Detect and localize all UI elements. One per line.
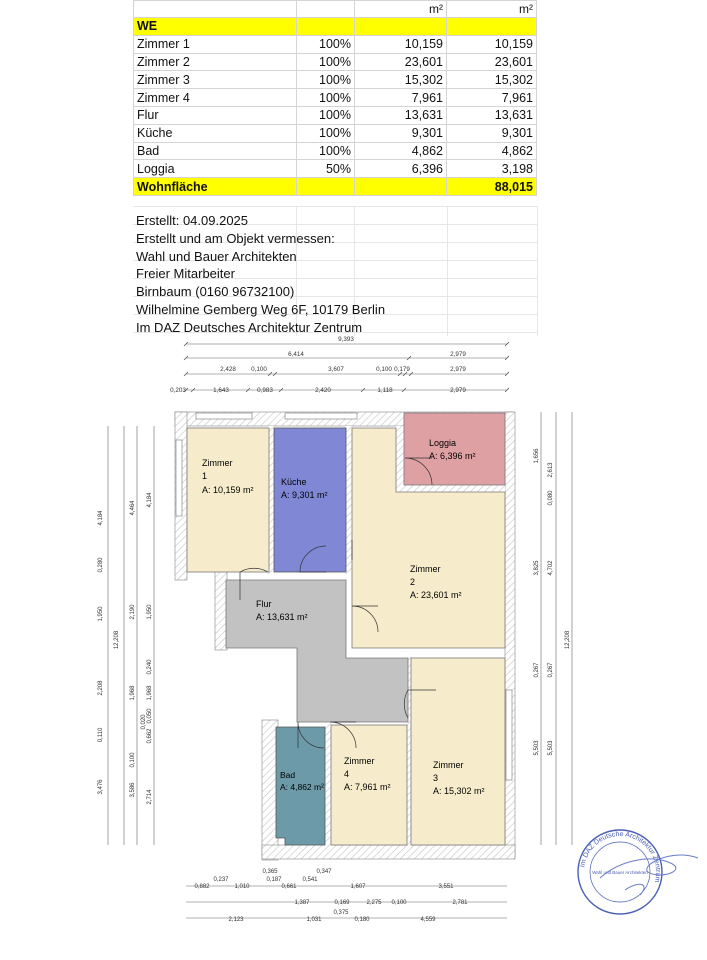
svg-text:0,661: 0,661 — [281, 884, 297, 890]
signature — [600, 855, 698, 895]
svg-text:A: 15,302 m²: A: 15,302 m² — [433, 786, 485, 796]
svg-text:3,551: 3,551 — [438, 884, 454, 890]
dim-top-label: 6,414 — [288, 351, 304, 358]
unit-label: m² — [447, 1, 537, 18]
svg-text:A: 23,601 m²: A: 23,601 m² — [410, 590, 462, 600]
svg-text:A: 6,396 m²: A: 6,396 m² — [429, 451, 476, 461]
svg-text:A: 9,301 m²: A: 9,301 m² — [281, 490, 328, 500]
dim-top-label: 1,118 — [377, 387, 393, 394]
svg-text:1,950: 1,950 — [98, 606, 104, 622]
table-row: Zimmer 4 100% 7,961 7,961 — [134, 89, 537, 107]
svg-text:A: 4,862 m²: A: 4,862 m² — [280, 782, 324, 792]
svg-text:2,190: 2,190 — [130, 604, 136, 620]
svg-text:1,968: 1,968 — [147, 685, 153, 701]
svg-text:0,110: 0,110 — [98, 727, 104, 743]
official-stamp — [578, 830, 662, 914]
location: Im DAZ Deutsches Architektur Zentrum — [136, 319, 363, 335]
measured-note: Erstellt und am Objekt vermessen: — [136, 230, 335, 246]
svg-text:0,100: 0,100 — [391, 900, 407, 906]
total-label: Wohnfläche — [134, 178, 297, 196]
svg-text:0,100: 0,100 — [130, 752, 136, 768]
svg-text:2,714: 2,714 — [147, 789, 153, 805]
table-row: Zimmer 1 100% 10,159 10,159 — [134, 35, 537, 53]
svg-text:0,169: 0,169 — [334, 900, 350, 906]
table-units-row — [134, 1, 537, 18]
table-row: Zimmer 3 100% 15,302 15,302 — [134, 71, 537, 89]
role: Freier Mitarbeiter — [136, 266, 235, 282]
svg-text:0,080: 0,080 — [548, 490, 554, 506]
dimension-top — [170, 336, 509, 394]
office-name: Wahl und Bauer Architekten — [136, 248, 297, 264]
svg-text:0,365: 0,365 — [262, 869, 278, 875]
total-value: 88,015 — [447, 178, 537, 196]
svg-text:2,613: 2,613 — [548, 462, 554, 478]
dim-top-label: 2,979 — [450, 351, 466, 358]
person-contact: Birnbaum (0160 96732100) — [136, 284, 295, 300]
svg-text:3,825: 3,825 — [534, 560, 540, 576]
svg-text:Zimmer: Zimmer — [344, 756, 375, 766]
unit-label: m² — [355, 1, 447, 18]
svg-text:5,503: 5,503 — [548, 740, 554, 756]
svg-text:Zimmer: Zimmer — [202, 458, 233, 468]
svg-text:Bad: Bad — [280, 770, 296, 780]
table-row: Loggia 50% 6,396 3,198 — [134, 160, 537, 178]
svg-text:1,607: 1,607 — [350, 884, 366, 890]
svg-text:1,968: 1,968 — [130, 685, 136, 701]
stamp-text: Im DAZ Deutsche Architektur Zentrum — [579, 830, 662, 884]
svg-text:2,275: 2,275 — [366, 900, 382, 906]
svg-text:Loggia: Loggia — [429, 438, 457, 448]
svg-text:0,267: 0,267 — [548, 662, 554, 678]
table-row: Flur 100% 13,631 13,631 — [134, 106, 537, 124]
svg-text:0,240: 0,240 — [147, 659, 153, 675]
svg-text:A: 7,961 m²: A: 7,961 m² — [344, 782, 391, 792]
svg-text:0,187: 0,187 — [266, 877, 282, 883]
svg-text:0,237: 0,237 — [213, 877, 229, 883]
dim-top-total: 9,393 — [338, 336, 354, 343]
svg-text:2,208: 2,208 — [98, 680, 104, 696]
svg-text:Zimmer: Zimmer — [433, 760, 464, 770]
dimension-left — [98, 426, 154, 845]
svg-text:12,208: 12,208 — [114, 630, 120, 650]
svg-text:0,882: 0,882 — [194, 884, 210, 890]
svg-text:A: 10,159 m²: A: 10,159 m² — [202, 485, 254, 495]
area-table — [133, 0, 537, 196]
room-zimmer-1 — [187, 428, 269, 572]
stamp-inner-text: Wahl und Bauer Architekten — [592, 870, 648, 875]
dim-top-label: 0,983 — [257, 387, 273, 394]
room-bad — [276, 727, 325, 845]
svg-text:12,208: 12,208 — [565, 630, 571, 650]
room-kueche — [274, 428, 346, 572]
dim-top-label: 3,607 — [328, 366, 344, 373]
svg-text:Flur: Flur — [256, 599, 272, 609]
svg-text:1: 1 — [202, 471, 208, 481]
dim-top-label: 2,979 — [450, 387, 466, 394]
table-title: WE — [134, 18, 297, 36]
area-table-wrap — [133, 0, 537, 196]
svg-text:3,586: 3,586 — [130, 782, 136, 798]
svg-text:2,123: 2,123 — [228, 917, 244, 923]
svg-text:4,559: 4,559 — [420, 917, 436, 923]
svg-text:1,656: 1,656 — [534, 448, 540, 464]
svg-text:0,280: 0,280 — [98, 557, 104, 573]
room-loggia — [404, 413, 505, 485]
svg-text:4,184: 4,184 — [147, 492, 153, 508]
svg-text:0,020: 0,020 — [141, 714, 147, 730]
svg-text:4,184: 4,184 — [98, 510, 104, 526]
dim-top-label: 0,100 — [376, 366, 392, 373]
svg-text:2: 2 — [410, 577, 416, 587]
svg-text:4,464: 4,464 — [130, 500, 136, 516]
svg-text:3,476: 3,476 — [98, 779, 104, 795]
dim-top-label: 2,979 — [450, 366, 466, 373]
svg-text:5,503: 5,503 — [534, 740, 540, 756]
address: Wilhelmine Gemberg Weg 6F, 10179 Berlin — [136, 301, 386, 317]
svg-text:4: 4 — [344, 769, 350, 779]
table-title-row — [134, 18, 537, 36]
dimension-right — [534, 412, 572, 845]
table-row: Bad 100% 4,862 4,862 — [134, 142, 537, 160]
svg-text:2,781: 2,781 — [452, 900, 468, 906]
table-total-row — [134, 178, 537, 196]
floor-plan — [0, 330, 707, 960]
svg-text:0,541: 0,541 — [302, 877, 318, 883]
room-zimmer-4 — [331, 725, 407, 845]
dim-top-label: 1,643 — [213, 387, 229, 394]
dimension-bottom — [186, 869, 507, 923]
svg-text:4,702: 4,702 — [548, 560, 554, 576]
created-date: Erstellt: 04.09.2025 — [136, 213, 249, 228]
table-row: Küche 100% 9,301 9,301 — [134, 124, 537, 142]
svg-text:1,010: 1,010 — [234, 884, 250, 890]
svg-text:1,387: 1,387 — [294, 900, 310, 906]
info-block — [136, 212, 385, 337]
dim-top-label: 0,100 — [251, 366, 267, 373]
dim-top-label: 2,420 — [315, 387, 331, 394]
svg-text:3: 3 — [433, 773, 439, 783]
room-zimmer-3 — [411, 658, 505, 845]
svg-text:1,031: 1,031 — [306, 917, 322, 923]
svg-text:Zimmer: Zimmer — [410, 564, 441, 574]
svg-text:0,347: 0,347 — [316, 869, 332, 875]
svg-text:Im DAZ Deutsche Architektur Ze — [579, 831, 661, 883]
dim-top-label: 0,179 — [394, 366, 410, 373]
svg-text:0,267: 0,267 — [534, 662, 540, 678]
svg-text:1,950: 1,950 — [147, 604, 153, 620]
svg-text:0,050: 0,050 — [147, 708, 153, 724]
svg-text:0,180: 0,180 — [354, 917, 370, 923]
dim-top-label: 2,428 — [220, 366, 236, 373]
table-row: Zimmer 2 100% 23,601 23,601 — [134, 53, 537, 71]
svg-text:0,662: 0,662 — [147, 728, 153, 744]
dim-top-label: 0,203 — [170, 387, 186, 394]
svg-text:0,375: 0,375 — [333, 910, 349, 916]
svg-text:A: 13,631 m²: A: 13,631 m² — [256, 612, 308, 622]
svg-text:Küche: Küche — [281, 477, 307, 487]
